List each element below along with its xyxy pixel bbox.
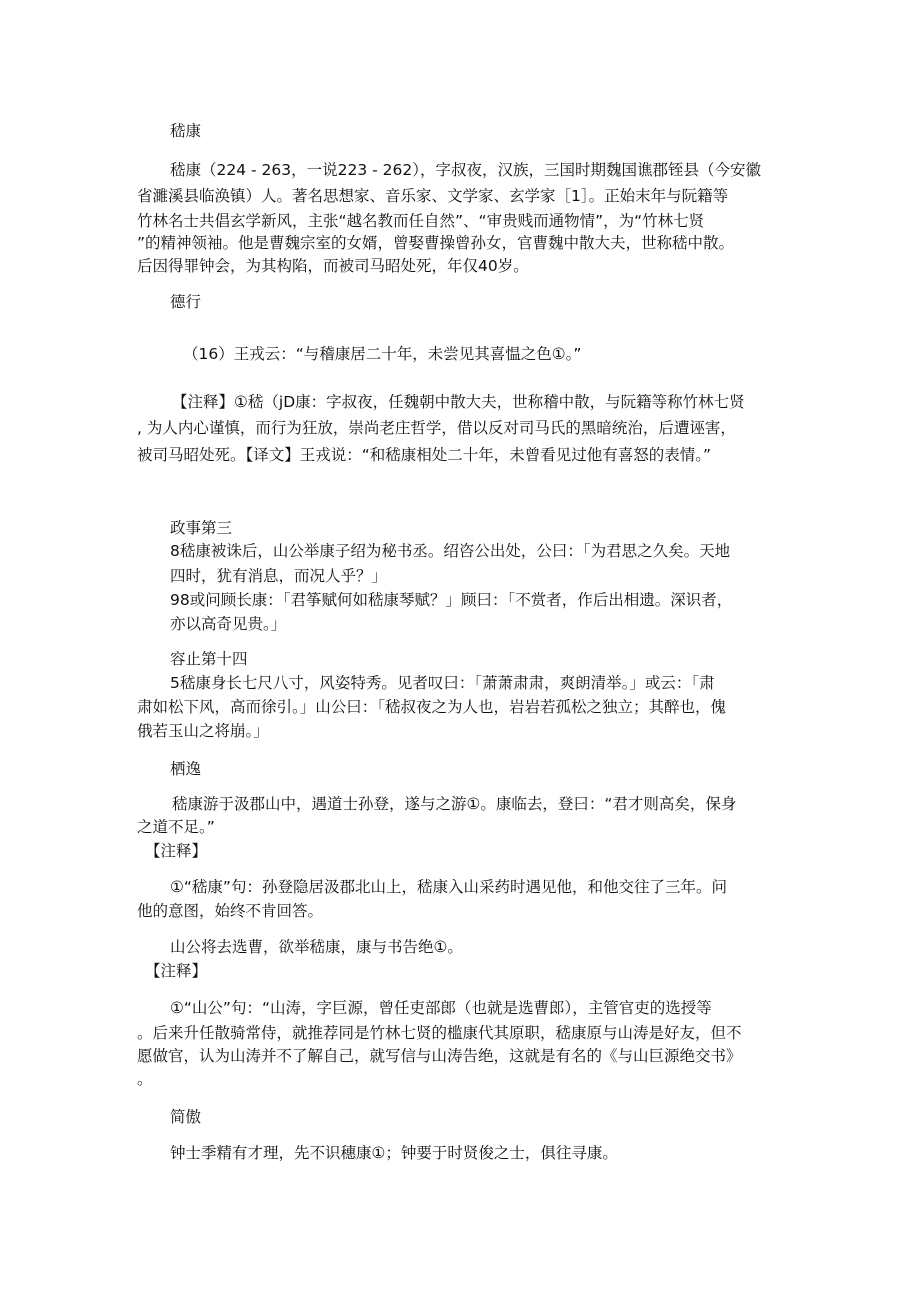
rongzhi-line-2: 肃如松下风，高而徐引。」山公曰：「嵇叔夜之为人也，岩岩若孤松之独立；其醉也，傀 (137, 698, 727, 716)
zhengshi-line-3: 98或问顾长康：「君筝赋何如嵇康琴赋？」顾曰：「不赏者，作后出相遗。深识者， (170, 591, 733, 609)
zhengshi-line-1: 8嵇康被诛后，山公举康子绍为秘书丞。绍咨公出处，公曰：「为君思之久矣。天地 (170, 542, 731, 560)
qiyi-line-3: 山公将去选曹，欲举嵇康，康与书告绝①。 (170, 938, 463, 956)
qiyi-line-2: 之道不足。” (137, 818, 215, 836)
dexing-note-line-2: , 为人内心谨慎，而行为狂放，崇尚老庄哲学，借以反对司马氏的黑暗统治，后遭诬害， (137, 419, 736, 437)
bio-line-3: 竹林名士共倡玄学新风，主张“越名教而任自然”、“审贵贱而通物情”，为“竹林七贤 (137, 212, 705, 230)
rongzhi-line-3: 俄若玉山之将崩。」 (137, 722, 269, 740)
zhengshi-line-2: 四时，犹有消息，而况人乎？」 (170, 567, 388, 585)
bio-line-1: 嵇康（224 - 263，一说223 - 262），字叔夜，汉族，三国时期魏国谯郡铚县（今安徽 (170, 161, 761, 179)
qiyi-note-label-2: 【注释】 (145, 962, 208, 980)
bio-line-5: 后因得罪钟会，为其构陷，而被司马昭处死，年仅40岁。 (137, 257, 529, 275)
bio-line-4: ”的精神领袖。他是曹魏宗室的女婿，曾娶曹操曾孙女，官曹魏中散大夫，世称嵇中散。 (137, 234, 735, 252)
qiyi-note-line-1: ①“嵇康”句：孙登隐居汲郡北山上，嵇康入山采药时遇见他，和他交往了三年。问 (170, 878, 727, 896)
qiyi-note2-line-4: 。 (137, 1070, 153, 1088)
qiyi-line-1: 嵇康游于汲郡山中，遇道士孙登，遂与之游①。康临去，登曰：“君才则高矣，保身 (172, 795, 737, 813)
qiyi-note2-line-2: 。后来升任散骑常侍，就推荐同是竹林七贤的槛康代其原职，嵇康原与山涛是好友，但不 (137, 1024, 742, 1042)
qiyi-note-line-2: 他的意图，始终不肯回答。 (137, 902, 324, 920)
section-heading-jikang: 嵇康 (170, 122, 202, 140)
jianao-line-1: 钟士季精有才理，先不识穗康①；钟要于时贤俊之士，俱往寻康。 (170, 1144, 618, 1162)
section-heading-qiyi: 栖逸 (170, 760, 202, 778)
section-heading-jianao: 简傲 (170, 1108, 202, 1126)
section-heading-zhengshi: 政事第三 (170, 519, 233, 537)
rongzhi-line-1: 5嵇康身长七尺八寸，风姿特秀。见者叹曰：「萧萧肃肃，爽朗清举。」或云：「肃 (170, 674, 715, 692)
qiyi-note2-line-3: 愿做官，认为山涛并不了解自己，就写信与山涛告绝，这就是有名的《与山巨源绝交书》 (137, 1047, 742, 1065)
qiyi-note2-line-1: ①“山公”句：“山涛，字巨源，曾任吏部郎（也就是选曹郎），主管官吏的选授等 (170, 999, 712, 1017)
zhengshi-line-4: 亦以高奇见贵。」 (170, 615, 287, 633)
bio-line-2: 省濉溪县临涣镇）人。著名思想家、音乐家、文学家、玄学家［1］。正始末年与阮籍等 (137, 187, 729, 205)
dexing-quote: （16）王戎云：“与稽康居二十年，未尝见其喜愠之色①。” (183, 345, 582, 363)
dexing-note-line-1: 【注释】①嵇（jD康：字叔夜，任魏朝中散大夫，世称稽中散，与阮籍等称竹林七贤 (172, 393, 745, 411)
qiyi-note-label: 【注释】 (145, 842, 208, 860)
section-heading-rongzhi: 容止第十四 (170, 650, 248, 668)
dexing-note-line-3: 被司马昭处死。【译文】王戎说：“和嵇康相处二十年，未曾看见过他有喜怒的表情。” (137, 446, 712, 464)
section-heading-dexing: 德行 (170, 293, 202, 311)
